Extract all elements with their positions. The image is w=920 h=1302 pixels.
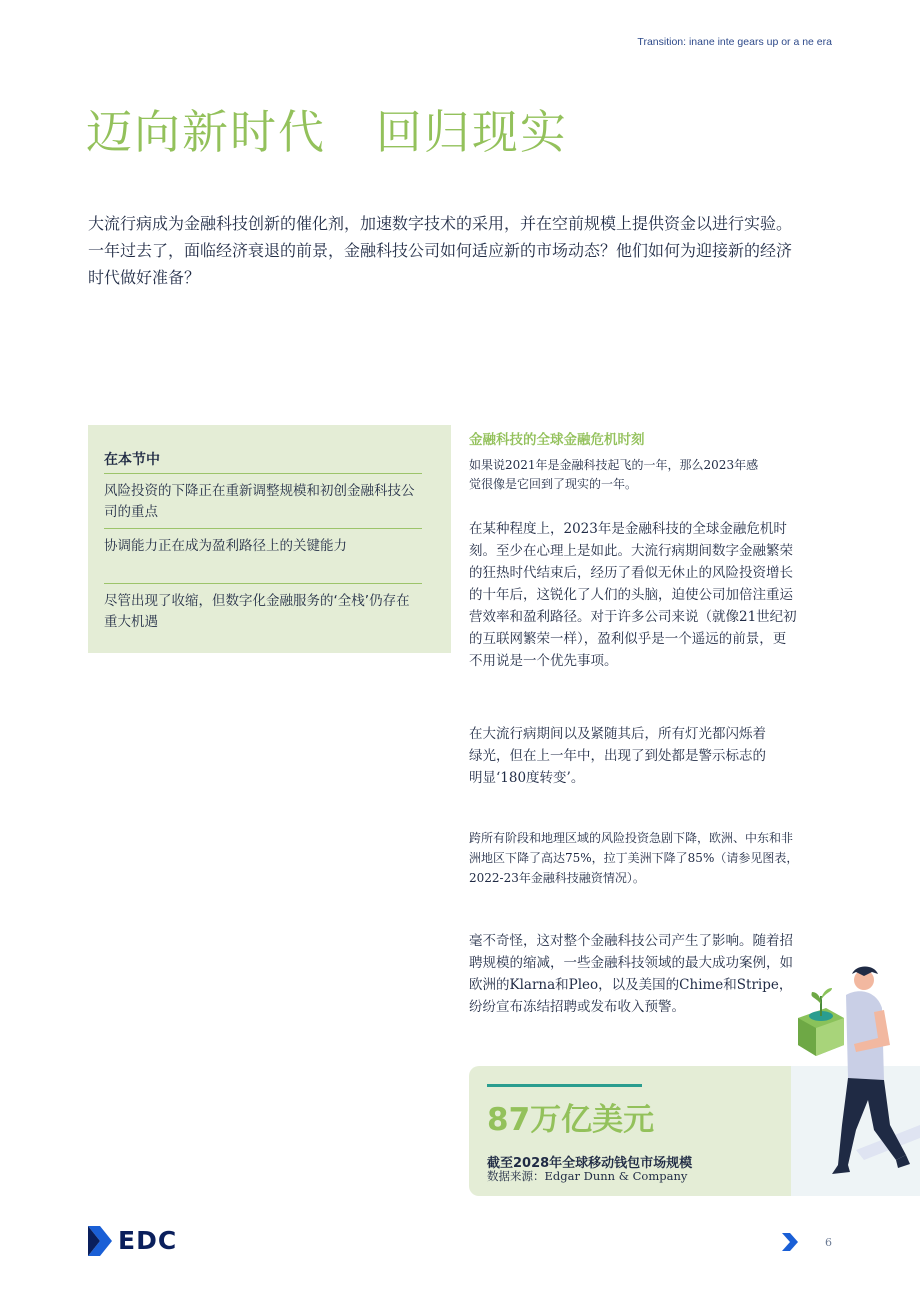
article-paragraph-2: 在某种程度上，2023年是金融科技的全球金融危机时刻。至少在心理上是如此。大流行病期间数字金融繁荣的狂热时代结束后，经历了看似无休止的风险投资增长的十年后，这锐化了人们的头脑，迫使公司加倍注重运营效率和盈利路径。对于许多公司来说（就像21世纪初的互联网繁荣一样），盈利似乎是一个遥远的前景，更不用说是一个优先事项。 bbox=[469, 521, 797, 669]
edc-logo bbox=[88, 1226, 188, 1258]
article-paragraph-5: 毫不奇怪，这对整个金融科技公司产生了影响。随着招聘规模的缩减，一些金融科技领域的最大成功案例，如欧洲的Klarna和Pleo，以及美国的Chime和Stripe，纷纷宣布冻结招聘或发布收入预警。 bbox=[469, 933, 793, 1015]
page-number: 6 bbox=[825, 1236, 832, 1249]
article-paragraph-1: 如果说2021年是金融科技起飞的一年，那么2023年感觉很像是它回到了现实的一年。 bbox=[469, 458, 759, 491]
stat-source: 数据来源：Edgar Dunn & Company bbox=[487, 1169, 688, 1183]
section-item: 尽管出现了收缩，但数字化金融服务的‘全栈’仍存在重大机遇 bbox=[104, 583, 422, 633]
stat-accent-line bbox=[487, 1084, 642, 1087]
edc-logo-mark-icon bbox=[88, 1226, 112, 1256]
person-carrying-plant-icon bbox=[786, 960, 920, 1190]
stat-label: 截至2028年全球移动钱包市场规模 bbox=[487, 1156, 693, 1171]
article-paragraph-4: 跨所有阶段和地理区域的风险投资急剧下降，欧洲、中东和非洲地区下降了高达75%，拉丁美洲下降了85%（请参见图表，2022-23年金融科技融资情况）。 bbox=[469, 831, 799, 885]
page-title: 迈向新时代 回归现实 bbox=[86, 105, 568, 159]
next-page-arrow-icon[interactable] bbox=[782, 1233, 798, 1251]
section-box-title: 在本节中 bbox=[104, 452, 160, 468]
section-item: 协调能力正在成为盈利路径上的关键能力 bbox=[104, 528, 422, 557]
article-heading: 金融科技的全球金融危机时刻 bbox=[469, 432, 645, 448]
article-paragraph-3: 在大流行病期间以及紧随其后，所有灯光都闪烁着绿光，但在上一年中，出现了到处都是警示标志的明显‘180度转变’。 bbox=[469, 726, 766, 786]
section-item: 风险投资的下降正在重新调整规模和初创金融科技公司的重点 bbox=[104, 473, 422, 523]
in-this-section-box bbox=[88, 425, 451, 653]
header-note: Transition: inane inte gears up or a ne era bbox=[637, 36, 832, 48]
intro-paragraph: 大流行病成为金融科技创新的催化剂，加速数字技术的采用，并在空前规模上提供资金以进行实验。一年过去了，面临经济衰退的前景，金融科技公司如何适应新的市场动态？他们如何为迎接新的经济时代做好准备？ bbox=[88, 214, 793, 287]
stat-number: 87万亿美元 bbox=[487, 1102, 655, 1138]
edc-logo-text: EDC bbox=[118, 1226, 178, 1255]
